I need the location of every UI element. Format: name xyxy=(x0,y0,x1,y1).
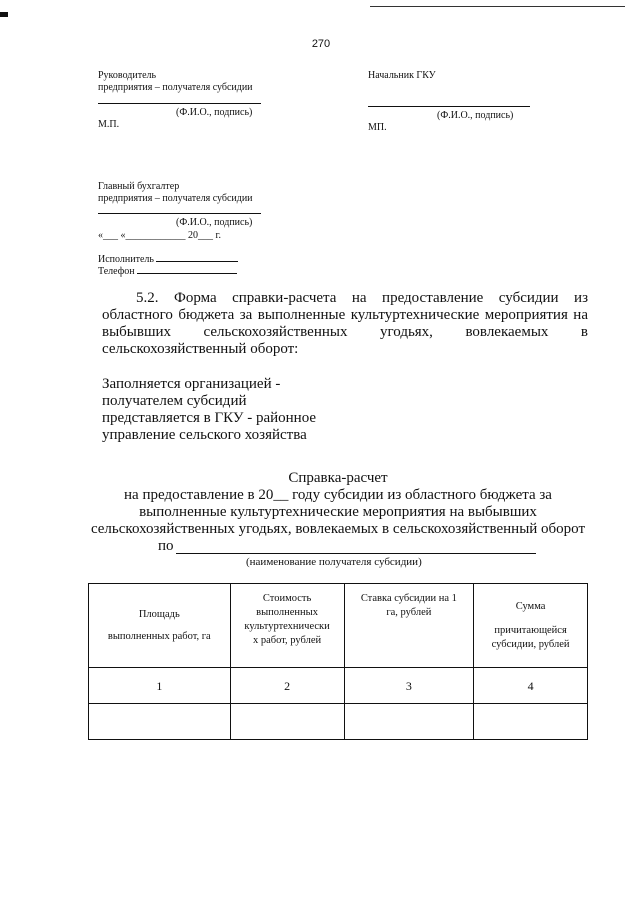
head-gku-signature-line xyxy=(368,106,530,107)
header-area-line-2: выполненных работ, га xyxy=(107,630,211,642)
form-title-line-2: на предоставление в 20__ году субсидии из областного бюджета за xyxy=(124,487,552,503)
header-cost-line-4: х работ, рублей xyxy=(253,635,322,646)
recipient-name-line xyxy=(176,553,536,554)
header-sum-line-1: Сумма xyxy=(515,600,546,612)
chief-accountant-org: предприятия – получателя субсидии xyxy=(98,193,253,204)
calculation-table xyxy=(88,583,588,740)
head-enterprise-title: Руководитель xyxy=(98,70,157,81)
header-cost-line-1: Стоимость xyxy=(262,593,312,604)
chief-accountant-date: «___ «____________ 20___ г. xyxy=(98,230,221,241)
column-number: 2 xyxy=(230,668,344,704)
header-area xyxy=(89,584,231,668)
column-number: 1 xyxy=(89,668,231,704)
chief-accountant-signature-line xyxy=(98,213,261,214)
page-number: 270 xyxy=(311,38,331,50)
column-number: 4 xyxy=(474,668,588,704)
header-rate-line-2: га, рублей xyxy=(386,607,432,618)
table-cell[interactable] xyxy=(474,704,588,740)
header-cost-line-2: выполненных xyxy=(256,607,318,618)
head-gku-title: Начальник ГКУ xyxy=(368,70,436,81)
executor-blank xyxy=(156,261,238,262)
header-rate-line-1: Ставка субсидии на 1 xyxy=(360,593,457,604)
note-line-4: управление сельского хозяйства xyxy=(102,427,307,443)
head-enterprise-signature-line xyxy=(98,103,261,104)
head-gku-caption: (Ф.И.О., подпись) xyxy=(437,110,514,121)
phone-blank xyxy=(137,273,237,274)
head-enterprise-org: предприятия – получателя субсидии xyxy=(98,82,253,93)
note-line-1: Заполняется организацией - xyxy=(102,376,281,392)
executor-label: Исполнитель xyxy=(98,254,154,265)
note-line-2: получателем субсидий xyxy=(102,393,247,409)
form-title-line-4: сельскохозяйственных угодьях, вовлекаемых в сельскохозяйственный оборот xyxy=(90,521,586,537)
header-area-line-1: Площадь xyxy=(138,608,180,620)
form-title-line-3: выполненные культуртехнические мероприятия на выбывших xyxy=(139,504,537,520)
table-cell[interactable] xyxy=(89,704,231,740)
header-cost xyxy=(230,584,344,668)
header-sum-line-3: субсидии, рублей xyxy=(491,638,570,650)
scan-edge-mark xyxy=(0,12,8,17)
table-header-row xyxy=(89,584,588,668)
header-sum xyxy=(474,584,588,668)
table-row xyxy=(89,704,588,740)
table-number-row xyxy=(89,668,588,704)
table-cell[interactable] xyxy=(344,704,474,740)
column-number: 3 xyxy=(344,668,474,704)
recipient-caption: (наименование получателя субсидии) xyxy=(246,556,422,568)
section-heading: 5.2. Форма справки-расчета на предоставление субсидии из областного бюджета за выполненные культуртехнические мероприятия на выбывших сельскохозяйственных угодьях, вовлекаемых в сельскохозяйственный оборот: xyxy=(102,290,588,357)
head-enterprise-caption: (Ф.И.О., подпись) xyxy=(176,107,253,118)
scan-top-line xyxy=(370,6,625,7)
header-rate xyxy=(344,584,474,668)
phone-field xyxy=(98,265,237,278)
chief-accountant-title: Главный бухгалтер xyxy=(98,181,180,192)
po-label: по xyxy=(158,538,174,554)
head-gku-stamp: МП. xyxy=(368,122,387,133)
head-enterprise-stamp: М.П. xyxy=(98,119,120,130)
chief-accountant-caption: (Ф.И.О., подпись) xyxy=(176,217,253,228)
header-sum-line-2: причитающейся xyxy=(494,624,567,636)
note-line-3: представляется в ГКУ - районное xyxy=(102,410,317,426)
phone-label: Телефон xyxy=(98,266,135,277)
form-title: Справка-расчет xyxy=(288,470,388,486)
table-cell[interactable] xyxy=(230,704,344,740)
header-cost-line-3: культуртехнически xyxy=(244,621,330,632)
